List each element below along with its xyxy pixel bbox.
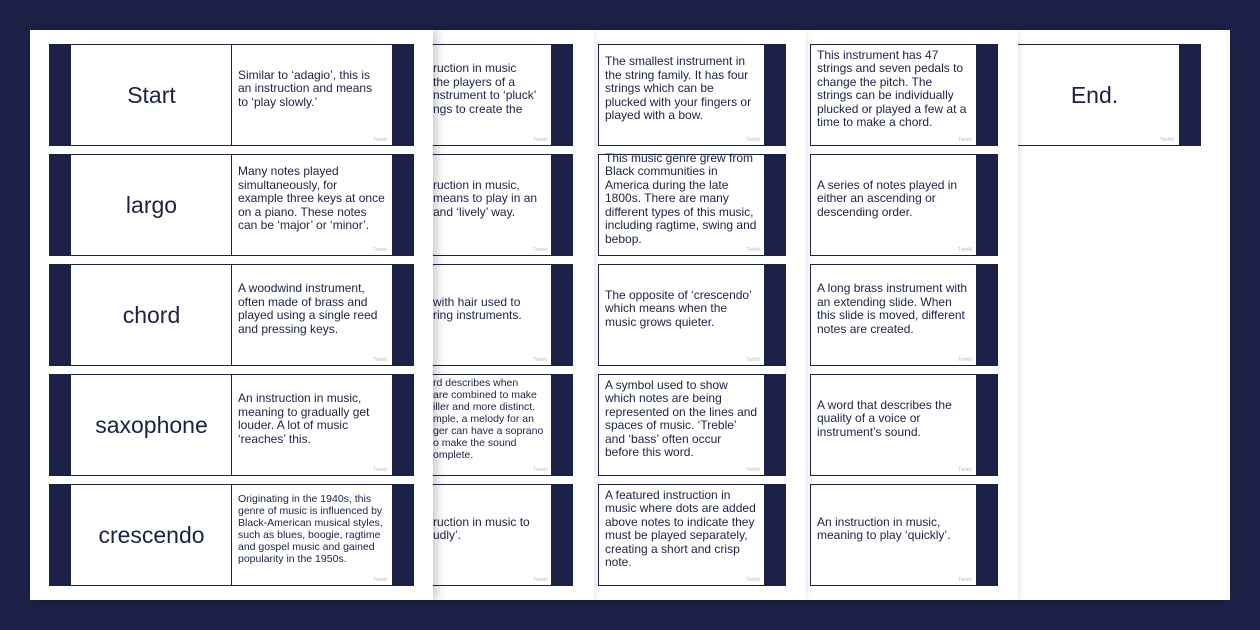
domino-card: [49, 264, 414, 366]
clue-card: [810, 484, 998, 586]
clue-text: A long brass instrument with an extending slide. When this slide is moved, different notes are created.: [817, 281, 968, 336]
clue-card-partial: [433, 264, 573, 366]
clue-card: [810, 154, 998, 256]
brand-label: Twinkl: [746, 137, 760, 143]
clue-text: This instrument has 47 strings and seven pedals to change the pitch. The strings can be individually plucked or played a few at a time to make a chord.: [817, 47, 967, 129]
clue-card-partial: [433, 374, 573, 476]
clue-card: [598, 44, 786, 146]
brand-label: Twinkl: [533, 577, 547, 583]
clue-text: The smallest instrument in the string family. It has four strings which can be plucked with your fingers or played with a bow.: [605, 54, 752, 123]
card-word: Start: [127, 81, 176, 108]
clue-card-partial: [433, 484, 573, 586]
clue-card: [598, 484, 786, 586]
sheet-1: [30, 30, 433, 600]
card-word: End.: [1070, 81, 1119, 108]
card-definition: Similar to ‘adagio’, this is an instruction and means to ‘play slowly.’: [238, 67, 373, 109]
clue-card: [598, 374, 786, 476]
brand-label: Twinkl: [373, 467, 387, 473]
clue-text: with hair used to ring instruments.: [433, 294, 522, 322]
brand-label: Twinkl: [746, 247, 760, 253]
card-definition: A woodwind instrument, often made of brass and played using a single reed and pressing keys.: [238, 281, 378, 336]
domino-card: [49, 484, 414, 586]
domino-card: [49, 374, 414, 476]
card-word: chord: [122, 301, 181, 328]
end-card: [1018, 44, 1201, 146]
brand-label: Twinkl: [533, 467, 547, 473]
clue-card: [810, 44, 998, 146]
clue-text: The opposite of ‘crescendo’ which means when the music grows quieter.: [605, 287, 752, 329]
clue-text: A featured instruction in music where dots are added above notes to indicate they must be played separately, creating a short and crisp note.: [605, 487, 756, 569]
clue-card: [810, 374, 998, 476]
domino-card: [49, 154, 414, 256]
card-word: crescendo: [98, 521, 205, 548]
brand-label: Twinkl: [746, 577, 760, 583]
card-tab: [1179, 44, 1201, 146]
clue-text: An instruction in music, meaning to play ‘quickly’.: [817, 514, 951, 542]
clue-card-partial: [433, 44, 573, 146]
clue-text: ruction in music, means to play in an and ‘lively’ way.: [433, 177, 538, 219]
brand-label: Twinkl: [958, 357, 972, 363]
brand-label: Twinkl: [1160, 137, 1174, 143]
clue-text: rd describes when are combined to make iller and more distinct. mple, a melody for an ger can have a soprano o make the sound omplete.: [433, 377, 544, 461]
brand-label: Twinkl: [373, 137, 387, 143]
brand-label: Twinkl: [958, 577, 972, 583]
brand-label: Twinkl: [958, 467, 972, 473]
clue-card-partial: [433, 154, 573, 256]
brand-label: Twinkl: [958, 247, 972, 253]
brand-label: Twinkl: [746, 467, 760, 473]
clue-text: A symbol used to show which notes are being represented on the lines and spaces of music. ‘Treble’ and ‘bass’ often occur before this word.: [605, 377, 758, 459]
brand-label: Twinkl: [958, 137, 972, 143]
clue-text: A word that describes the quality of a voice or instrument’s sound.: [817, 397, 952, 439]
card-word: largo: [125, 191, 178, 218]
domino-card: [49, 44, 414, 146]
sheet-4: [806, 30, 1018, 600]
brand-label: Twinkl: [373, 247, 387, 253]
clue-text: This music genre grew from Black communities in America during the late 1800s. There are many different types of this music, including ragtime, swing and bebop.: [605, 150, 757, 246]
brand-label: Twinkl: [533, 247, 547, 253]
brand-label: Twinkl: [533, 137, 547, 143]
clue-text: ruction in music to udly’.: [433, 514, 530, 542]
clue-text: ruction in music the players of a nstrument to ‘pluck’ ngs to create the: [433, 61, 537, 116]
brand-label: Twinkl: [373, 577, 387, 583]
card-definition: Originating in the 1940s, this genre of music is influenced by Black-American musical styles, such as blues, boogie, ragtime and gospel music and gained popularity in the 1950s.: [238, 493, 383, 565]
sheet-5: [1018, 30, 1230, 600]
sheet-2: [433, 30, 594, 600]
brand-label: Twinkl: [533, 357, 547, 363]
card-word: saxophone: [95, 411, 208, 438]
sheet-3: [594, 30, 806, 600]
clue-card: [810, 264, 998, 366]
card-definition: An instruction in music, meaning to gradually get louder. A lot of music ‘reaches’ this.: [238, 391, 370, 446]
clue-card: [598, 150, 786, 256]
brand-label: Twinkl: [746, 357, 760, 363]
card-definition: Many notes played simultaneously, for example three keys at once on a piano. These notes can be ‘major’ or ‘minor’.: [238, 164, 385, 233]
clue-card: [598, 264, 786, 366]
clue-text: A series of notes played in either an ascending or descending order.: [817, 177, 958, 219]
brand-label: Twinkl: [373, 357, 387, 363]
